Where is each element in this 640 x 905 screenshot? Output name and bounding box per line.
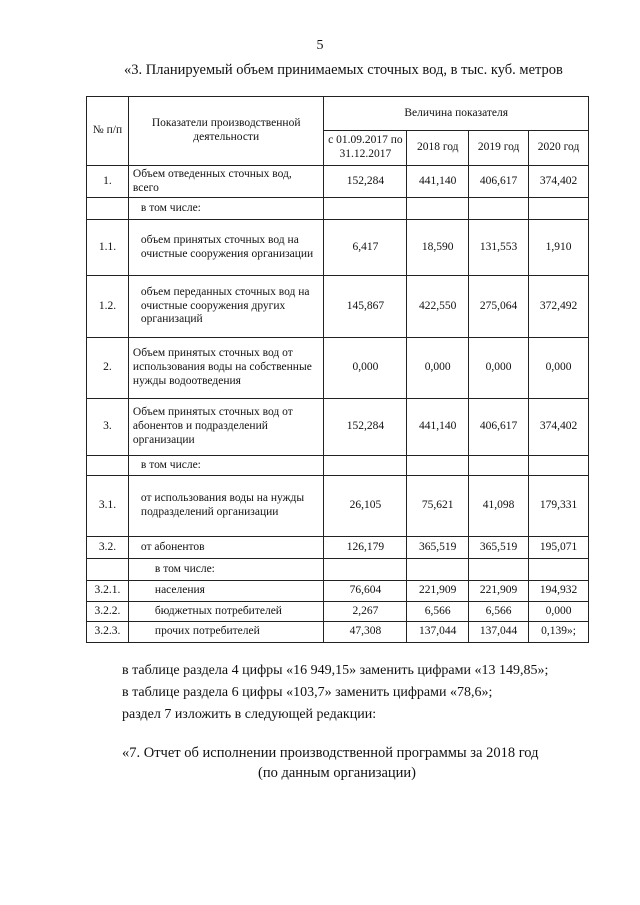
section7-heading-line1: «7. Отчет об исполнении производственной программы за 2018 год	[122, 745, 539, 761]
header-period-1: с 01.09.2017 по 31.12.2017	[324, 131, 407, 166]
row-num: 3.1.	[87, 476, 129, 537]
row-num: 3.2.3.	[87, 622, 129, 643]
row-value: 6,566	[469, 602, 529, 622]
row-value: 374,402	[529, 166, 589, 198]
row-num: 2.	[87, 338, 129, 399]
row-label: в том числе:	[128, 456, 324, 476]
table-row	[87, 456, 589, 476]
header-num: № п/п	[87, 97, 129, 166]
table-row	[87, 622, 589, 643]
row-value: 26,105	[324, 476, 407, 537]
row-value	[324, 456, 407, 476]
row-value: 152,284	[324, 399, 407, 456]
row-label: в том числе:	[128, 198, 324, 220]
header-period-4: 2020 год	[529, 131, 589, 166]
row-label: Объем принятых сточных вод от абонентов и подразделений организации	[128, 399, 324, 456]
row-num	[87, 456, 129, 476]
row-num: 3.	[87, 399, 129, 456]
row-value	[407, 456, 469, 476]
row-value: 195,071	[529, 537, 589, 559]
row-num: 3.2.2.	[87, 602, 129, 622]
row-value: 2,267	[324, 602, 407, 622]
row-value: 137,044	[407, 622, 469, 643]
section-title: «3. Планируемый объем принимаемых сточных вод, в тыс. куб. метров	[124, 62, 563, 78]
row-value	[529, 559, 589, 581]
row-num	[87, 559, 129, 581]
paragraph: раздел 7 изложить в следующей редакции:	[122, 707, 377, 722]
row-value: 0,000	[407, 338, 469, 399]
table-row	[87, 581, 589, 602]
row-num: 1.	[87, 166, 129, 198]
row-value: 221,909	[469, 581, 529, 602]
row-label: объем принятых сточных вод на очистные сооружения организации	[128, 220, 324, 276]
table-row	[87, 537, 589, 559]
row-value: 275,064	[469, 276, 529, 338]
table-row	[87, 399, 589, 456]
planned-wastewater-table	[86, 96, 589, 643]
header-value-group: Величина показателя	[324, 97, 589, 131]
row-value: 179,331	[529, 476, 589, 537]
row-value	[407, 198, 469, 220]
row-label: населения	[128, 581, 324, 602]
row-value: 194,932	[529, 581, 589, 602]
row-value: 76,604	[324, 581, 407, 602]
table-row	[87, 338, 589, 399]
row-value: 6,417	[324, 220, 407, 276]
table-row	[87, 476, 589, 537]
row-value: 131,553	[469, 220, 529, 276]
row-value: 0,139»;	[529, 622, 589, 643]
row-value: 18,590	[407, 220, 469, 276]
row-value	[469, 456, 529, 476]
section7-heading-line2: (по данным организации)	[258, 765, 417, 781]
row-label: бюджетных потребителей	[128, 602, 324, 622]
row-value: 6,566	[407, 602, 469, 622]
row-value: 406,617	[469, 399, 529, 456]
row-value: 374,402	[529, 399, 589, 456]
row-label: в том числе:	[128, 559, 324, 581]
table-row	[87, 276, 589, 338]
table-row	[87, 166, 589, 198]
row-value	[469, 198, 529, 220]
row-label: Объем принятых сточных вод от использования воды на собственные нужды водоотведения	[128, 338, 324, 399]
row-value: 41,098	[469, 476, 529, 537]
row-value: 221,909	[407, 581, 469, 602]
row-value: 47,308	[324, 622, 407, 643]
header-indicator: Показатели производственной деятельности	[128, 97, 324, 166]
row-label: Объем отведенных сточных вод, всего	[128, 166, 324, 198]
paragraph: в таблице раздела 4 цифры «16 949,15» заменить цифрами «13 149,85»;	[122, 663, 549, 678]
header-period-2: 2018 год	[407, 131, 469, 166]
row-value	[407, 559, 469, 581]
row-value: 422,550	[407, 276, 469, 338]
row-value: 406,617	[469, 166, 529, 198]
row-label: от использования воды на нужды подразделений организации	[128, 476, 324, 537]
page-number: 5	[316, 38, 324, 53]
table-row	[87, 602, 589, 622]
row-num: 1.1.	[87, 220, 129, 276]
row-value: 0,000	[469, 338, 529, 399]
row-value	[469, 559, 529, 581]
row-num	[87, 198, 129, 220]
table-row	[87, 198, 589, 220]
row-value	[529, 456, 589, 476]
row-value: 75,621	[407, 476, 469, 537]
row-value	[324, 198, 407, 220]
row-value	[324, 559, 407, 581]
row-value: 1,910	[529, 220, 589, 276]
row-value	[529, 198, 589, 220]
header-period-3: 2019 год	[469, 131, 529, 166]
row-value: 137,044	[469, 622, 529, 643]
row-value: 372,492	[529, 276, 589, 338]
row-value: 0,000	[529, 338, 589, 399]
row-value: 126,179	[324, 537, 407, 559]
row-label: объем переданных сточных вод на очистные сооружения других организаций	[128, 276, 324, 338]
row-value: 0,000	[529, 602, 589, 622]
paragraph: в таблице раздела 6 цифры «103,7» заменить цифрами «78,6»;	[122, 685, 493, 700]
row-label: от абонентов	[128, 537, 324, 559]
row-num: 1.2.	[87, 276, 129, 338]
row-value: 145,867	[324, 276, 407, 338]
row-value: 441,140	[407, 166, 469, 198]
row-label: прочих потребителей	[128, 622, 324, 643]
row-num: 3.2.	[87, 537, 129, 559]
table-row	[87, 559, 589, 581]
row-value: 152,284	[324, 166, 407, 198]
row-value: 0,000	[324, 338, 407, 399]
row-value: 365,519	[407, 537, 469, 559]
table-row	[87, 220, 589, 276]
row-num: 3.2.1.	[87, 581, 129, 602]
row-value: 441,140	[407, 399, 469, 456]
row-value: 365,519	[469, 537, 529, 559]
